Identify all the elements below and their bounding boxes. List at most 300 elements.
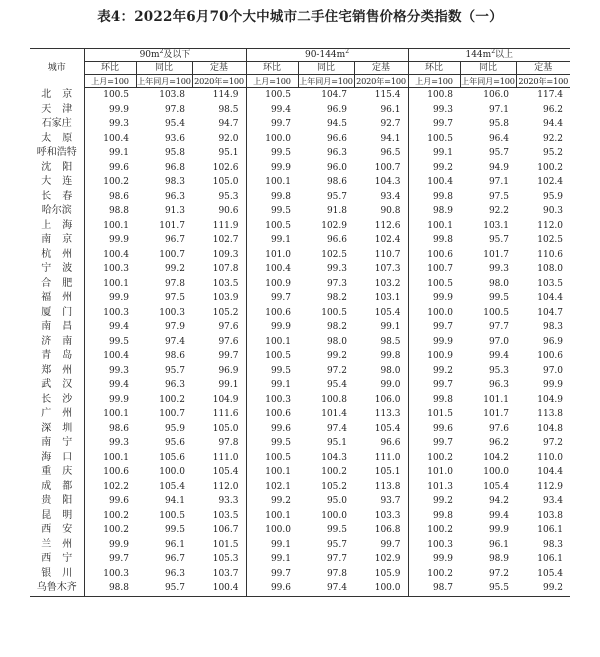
table-row [30, 161, 570, 176]
index-value: 100.4 [84, 248, 136, 263]
index-value: 100.2 [159, 394, 185, 405]
table-row [30, 320, 570, 335]
metric-mom-header: 环比 [84, 62, 136, 75]
index-value: 99.7 [246, 291, 298, 306]
index-value: 93.4 [542, 496, 564, 506]
index-value: 102.6 [212, 162, 239, 173]
city-name: 武汉 [41, 379, 84, 390]
index-value: 100.4 [84, 349, 136, 364]
index-value: 97.5 [164, 293, 185, 303]
index-value: 111.6 [212, 409, 239, 419]
index-value: 99.7 [246, 117, 298, 132]
index-value: 108.0 [537, 264, 564, 274]
index-value: 105.6 [159, 452, 185, 463]
index-value: 98.2 [326, 293, 347, 303]
index-value: 90.6 [218, 206, 239, 216]
index-value: 92.2 [488, 206, 509, 216]
base-header: 上年同月=100 [461, 76, 515, 86]
index-value: 99.9 [408, 335, 460, 350]
index-value: 98.6 [84, 422, 136, 437]
index-value: 104.8 [537, 423, 564, 434]
index-value: 94.1 [164, 496, 185, 506]
table-row [30, 407, 570, 422]
city-name: 成都 [41, 480, 84, 492]
table-row [30, 393, 570, 408]
index-value: 101.0 [246, 248, 298, 263]
index-value: 106.8 [374, 525, 401, 535]
index-value: 98.3 [542, 322, 564, 332]
index-value: 102.9 [374, 554, 401, 564]
index-value: 99.6 [84, 161, 136, 176]
index-value: 96.6 [326, 235, 347, 245]
index-value: 95.7 [136, 581, 192, 596]
index-value: 99.8 [408, 393, 460, 408]
city-name: 西安 [41, 524, 84, 535]
index-value: 100.8 [321, 394, 347, 405]
index-value: 96.8 [164, 162, 185, 173]
index-value: 99.9 [84, 393, 136, 408]
index-value: 104.7 [321, 90, 347, 100]
city-name: 长春 [41, 190, 84, 202]
city-name: 太原 [41, 132, 84, 144]
index-value: 100.5 [408, 277, 460, 292]
index-value: 96.6 [326, 133, 347, 144]
city-name: 北京 [41, 88, 84, 100]
index-value: 105.4 [483, 481, 509, 492]
base-header: 2020年=100 [192, 75, 246, 88]
index-value: 100.5 [159, 510, 185, 521]
city-name: 石家庄 [41, 118, 72, 129]
index-value: 103.2 [374, 278, 401, 289]
index-value: 96.4 [488, 133, 509, 144]
index-value: 99.7 [408, 117, 460, 132]
index-value: 105.2 [212, 307, 239, 318]
index-value: 100.2 [408, 567, 460, 582]
index-value: 99.6 [84, 494, 136, 509]
city-name: 天津 [41, 103, 84, 115]
index-value: 97.6 [218, 322, 239, 332]
index-value: 100.6 [246, 407, 298, 422]
index-value: 100.5 [483, 307, 509, 318]
index-value: 100.3 [159, 307, 185, 318]
index-value: 100.2 [84, 509, 136, 524]
index-value: 95.7 [164, 365, 185, 376]
city-name: 南宁 [41, 437, 84, 448]
index-value: 99.5 [246, 204, 298, 219]
index-value: 102.5 [321, 249, 347, 260]
index-value: 102.7 [212, 235, 239, 245]
table-row [30, 335, 570, 350]
index-value: 95.7 [488, 235, 509, 245]
index-value: 100.5 [246, 219, 298, 234]
index-value: 101.5 [408, 407, 460, 422]
index-value: 100.1 [84, 277, 136, 292]
index-value: 113.8 [537, 409, 564, 419]
table-row [30, 117, 570, 132]
group-header-large: $144m^2$以上 [408, 49, 570, 62]
index-value: 99.7 [218, 351, 239, 361]
index-value: 100.1 [408, 219, 460, 234]
index-value: 96.7 [164, 554, 185, 564]
index-value: 113.3 [374, 409, 401, 419]
metric-mom-header: 环比 [408, 62, 460, 75]
index-value: 99.3 [84, 117, 136, 132]
index-value: 103.3 [374, 510, 401, 521]
index-value: 99.9 [84, 103, 136, 118]
index-value: 100.4 [246, 262, 298, 277]
city-name: 沈阳 [41, 161, 84, 173]
index-value: 97.1 [488, 104, 509, 115]
metric-yoy-header: 同比 [136, 62, 192, 75]
index-value: 104.2 [483, 452, 509, 463]
index-value: 100.5 [84, 88, 136, 103]
index-value: 99.2 [326, 351, 347, 361]
city-name: 青岛 [41, 350, 84, 361]
index-value: 99.1 [84, 146, 136, 161]
index-value: 98.8 [84, 581, 136, 596]
index-value: 98.9 [408, 204, 460, 219]
index-value: 99.5 [246, 436, 298, 451]
index-value: 99.9 [84, 538, 136, 553]
index-value: 99.3 [84, 436, 136, 451]
index-value: 96.3 [164, 191, 185, 202]
index-value: 112.6 [374, 220, 401, 231]
index-value: 97.8 [218, 438, 239, 448]
index-value: 106.1 [537, 525, 564, 535]
index-value: 97.6 [488, 423, 509, 434]
index-value: 100.1 [246, 509, 298, 524]
index-value: 104.4 [537, 293, 564, 303]
index-value: 96.3 [326, 148, 347, 158]
index-value: 106.1 [537, 554, 564, 564]
index-value: 93.3 [218, 496, 239, 506]
index-value: 100.7 [159, 249, 185, 260]
index-value: 100.0 [246, 523, 298, 538]
index-value: 100.2 [84, 175, 136, 190]
index-value: 100.2 [537, 162, 564, 173]
table-row [30, 291, 570, 306]
index-value: 95.6 [164, 438, 185, 448]
index-value: 98.3 [164, 177, 185, 187]
index-value: 99.5 [164, 525, 185, 535]
index-value: 99.9 [408, 291, 460, 306]
metric-mom-header: 环比 [246, 62, 298, 75]
base-header: 上年同月=100 [299, 76, 353, 86]
table-row [30, 88, 570, 103]
city-name: 海口 [41, 451, 84, 463]
city-name: 上海 [41, 219, 84, 231]
index-value: 100.9 [408, 349, 460, 364]
index-value: 99.6 [408, 422, 460, 437]
index-value: 97.3 [326, 278, 347, 289]
index-value: 97.8 [164, 104, 185, 115]
index-value: 104.3 [374, 177, 401, 187]
city-column-header: 城市 [30, 49, 84, 88]
index-value: 106.7 [212, 525, 239, 535]
index-value: 94.4 [542, 119, 564, 129]
metric-yoy-header: 同比 [460, 62, 516, 75]
base-header: 2020年=100 [354, 75, 408, 88]
index-value: 98.6 [164, 351, 185, 361]
index-value: 100.1 [246, 465, 298, 480]
index-value: 95.3 [218, 191, 239, 202]
index-value: 98.9 [488, 554, 509, 564]
index-value: 100.6 [246, 306, 298, 321]
index-value: 97.1 [488, 177, 509, 187]
city-name: 哈尔滨 [41, 205, 72, 216]
index-value: 95.9 [164, 423, 185, 434]
index-value: 96.1 [164, 539, 185, 550]
index-value: 99.7 [408, 378, 460, 393]
table-row [30, 204, 570, 219]
metric-yoy-header: 同比 [298, 62, 354, 75]
index-value: 92.7 [380, 119, 401, 129]
index-value: 98.2 [326, 322, 347, 332]
index-value: 100.3 [246, 393, 298, 408]
index-value: 91.8 [326, 206, 347, 216]
city-name: 合肥 [41, 277, 84, 289]
index-value: 95.1 [218, 148, 239, 158]
index-value: 101.7 [159, 220, 185, 231]
index-value: 97.4 [326, 423, 347, 434]
index-value: 102.9 [321, 220, 347, 231]
index-value: 99.4 [246, 103, 298, 118]
index-value: 99.2 [408, 161, 460, 176]
table-row [30, 567, 570, 582]
index-value: 99.9 [408, 552, 460, 567]
index-value: 94.9 [488, 162, 509, 173]
index-value: 99.6 [246, 581, 298, 596]
index-value: 95.7 [326, 539, 347, 550]
index-value: 99.8 [408, 190, 460, 205]
index-value: 99.1 [246, 378, 298, 393]
index-value: 109.3 [212, 249, 239, 260]
base-header: 上月=100 [84, 75, 136, 88]
index-value: 95.1 [326, 438, 347, 448]
city-name: 银川 [41, 567, 84, 579]
metric-fixed-base-header: 定基 [354, 62, 408, 75]
index-value: 97.2 [326, 365, 347, 376]
table-row [30, 364, 570, 379]
index-value: 100.0 [321, 510, 347, 521]
table-row [30, 175, 570, 190]
index-value: 100.5 [408, 132, 460, 147]
index-value: 99.7 [408, 320, 460, 335]
index-value: 95.9 [542, 191, 564, 202]
index-value: 103.1 [483, 220, 509, 231]
index-value: 96.2 [488, 438, 509, 448]
table-row [30, 538, 570, 553]
index-value: 91.3 [164, 206, 185, 216]
index-value: 101.7 [483, 249, 509, 260]
city-name: 深圳 [41, 422, 84, 434]
index-value: 101.0 [408, 465, 460, 480]
index-value: 96.7 [164, 235, 185, 245]
index-value: 100.0 [159, 467, 185, 477]
table-row [30, 494, 570, 509]
index-value: 97.8 [326, 568, 347, 579]
index-value: 100.2 [408, 451, 460, 466]
index-value: 100.0 [408, 306, 460, 321]
index-value: 100.1 [84, 219, 136, 234]
index-value: 99.2 [164, 264, 185, 274]
index-value: 94.2 [488, 496, 509, 506]
index-value: 105.0 [212, 423, 239, 434]
index-value: 99.4 [488, 510, 509, 521]
table-row [30, 248, 570, 263]
index-value: 98.0 [326, 336, 347, 347]
index-value: 100.9 [246, 277, 298, 292]
table-row [30, 480, 570, 495]
index-value: 98.6 [326, 177, 347, 187]
index-value: 95.3 [488, 365, 509, 376]
index-value: 96.9 [326, 104, 347, 115]
index-value: 99.7 [408, 436, 460, 451]
index-value: 98.5 [380, 336, 401, 347]
index-value: 94.1 [380, 133, 401, 144]
metric-fixed-base-header: 定基 [192, 62, 246, 75]
index-value: 97.4 [164, 336, 185, 347]
index-value: 105.4 [159, 481, 185, 492]
index-value: 97.0 [488, 336, 509, 347]
index-value: 97.5 [488, 191, 509, 202]
index-value: 97.2 [542, 438, 564, 448]
table-body [30, 88, 570, 597]
table-row [30, 378, 570, 393]
index-value: 102.1 [246, 480, 298, 495]
index-value: 99.4 [84, 320, 136, 335]
group-header-small: $90m^2$及以下 [84, 49, 246, 62]
index-value: 95.7 [488, 148, 509, 158]
index-value: 98.8 [84, 204, 136, 219]
city-name: 杭州 [41, 248, 84, 260]
index-value: 99.4 [84, 378, 136, 393]
index-value: 103.5 [212, 510, 239, 521]
index-value: 96.3 [164, 568, 185, 579]
index-value: 105.1 [374, 467, 401, 477]
index-value: 111.0 [374, 452, 401, 463]
index-value: 99.8 [408, 233, 460, 248]
index-value: 92.2 [542, 133, 564, 144]
index-value: 97.8 [164, 278, 185, 289]
index-value: 103.5 [537, 278, 564, 289]
index-value: 100.3 [84, 262, 136, 277]
index-value: 100.5 [246, 451, 298, 466]
index-value: 98.3 [542, 539, 564, 550]
index-value: 101.5 [212, 539, 239, 550]
index-value: 93.4 [380, 191, 401, 202]
index-value: 97.6 [218, 336, 239, 347]
index-value: 100.5 [246, 88, 298, 103]
index-value: 103.9 [212, 293, 239, 303]
index-value: 101.3 [408, 480, 460, 495]
index-value: 100.1 [246, 175, 298, 190]
index-value: 94.7 [218, 119, 239, 129]
index-value: 99.5 [84, 335, 136, 350]
index-value: 100.6 [408, 248, 460, 263]
index-value: 99.6 [246, 422, 298, 437]
index-value: 105.2 [321, 481, 347, 492]
index-value: 99.9 [84, 233, 136, 248]
table-row [30, 509, 570, 524]
index-value: 96.3 [164, 380, 185, 390]
table-row [30, 581, 570, 596]
index-value: 99.8 [380, 351, 401, 361]
index-value: 100.2 [408, 523, 460, 538]
table-row [30, 422, 570, 437]
index-value: 99.1 [246, 552, 298, 567]
index-value: 98.7 [408, 581, 460, 596]
index-value: 96.0 [326, 162, 347, 173]
index-value: 95.8 [164, 148, 185, 158]
index-value: 100.1 [246, 335, 298, 350]
index-value: 99.7 [380, 539, 401, 550]
table-row [30, 190, 570, 205]
index-value: 99.5 [488, 293, 509, 303]
index-value: 98.0 [488, 278, 509, 289]
index-value: 99.9 [246, 161, 298, 176]
index-value: 100.1 [84, 407, 136, 422]
index-value: 96.6 [380, 438, 401, 448]
index-value: 99.4 [488, 351, 509, 361]
base-header: 上年同月=100 [137, 76, 191, 86]
index-value: 103.1 [374, 293, 401, 303]
index-value: 104.9 [537, 394, 564, 405]
index-value: 102.4 [374, 235, 401, 245]
index-value: 97.7 [326, 554, 347, 564]
price-index-table [30, 48, 570, 597]
table-row [30, 132, 570, 147]
index-value: 100.3 [84, 567, 136, 582]
city-name: 乌鲁木齐 [30, 581, 84, 596]
city-name: 济南 [41, 335, 84, 347]
index-value: 105.4 [537, 568, 564, 579]
index-value: 110.0 [537, 452, 564, 463]
index-value: 95.5 [460, 581, 516, 596]
index-value: 103.7 [212, 568, 239, 579]
city-name: 西宁 [41, 553, 84, 564]
city-name: 大连 [41, 176, 84, 187]
index-value: 100.2 [321, 467, 347, 477]
index-value: 95.7 [326, 191, 347, 202]
table-row [30, 451, 570, 466]
index-value: 95.4 [164, 119, 185, 129]
index-value: 94.5 [326, 119, 347, 129]
index-value: 99.9 [542, 380, 564, 390]
index-value: 90.3 [542, 206, 564, 216]
index-value: 99.3 [488, 264, 509, 274]
index-value: 90.8 [380, 206, 401, 216]
index-value: 103.8 [537, 510, 564, 521]
index-value: 99.9 [84, 291, 136, 306]
index-value: 107.8 [212, 264, 239, 274]
index-value: 104.7 [537, 307, 564, 318]
index-value: 105.4 [212, 467, 239, 477]
index-value: 100.0 [246, 132, 298, 147]
index-value: 115.4 [374, 90, 401, 100]
index-value: 99.2 [516, 581, 570, 596]
index-value: 105.0 [212, 177, 239, 187]
index-value: 113.8 [374, 481, 401, 492]
index-value: 106.0 [483, 90, 509, 100]
index-value: 103.8 [159, 90, 185, 100]
city-name: 宁波 [41, 263, 84, 274]
index-value: 99.5 [246, 364, 298, 379]
table-title: 表4：2022年6月70个大中城市二手住宅销售价格分类指数（一） [97, 9, 503, 25]
index-value: 104.3 [321, 452, 347, 463]
city-name: 长沙 [41, 393, 84, 405]
index-value: 100.7 [159, 409, 185, 419]
